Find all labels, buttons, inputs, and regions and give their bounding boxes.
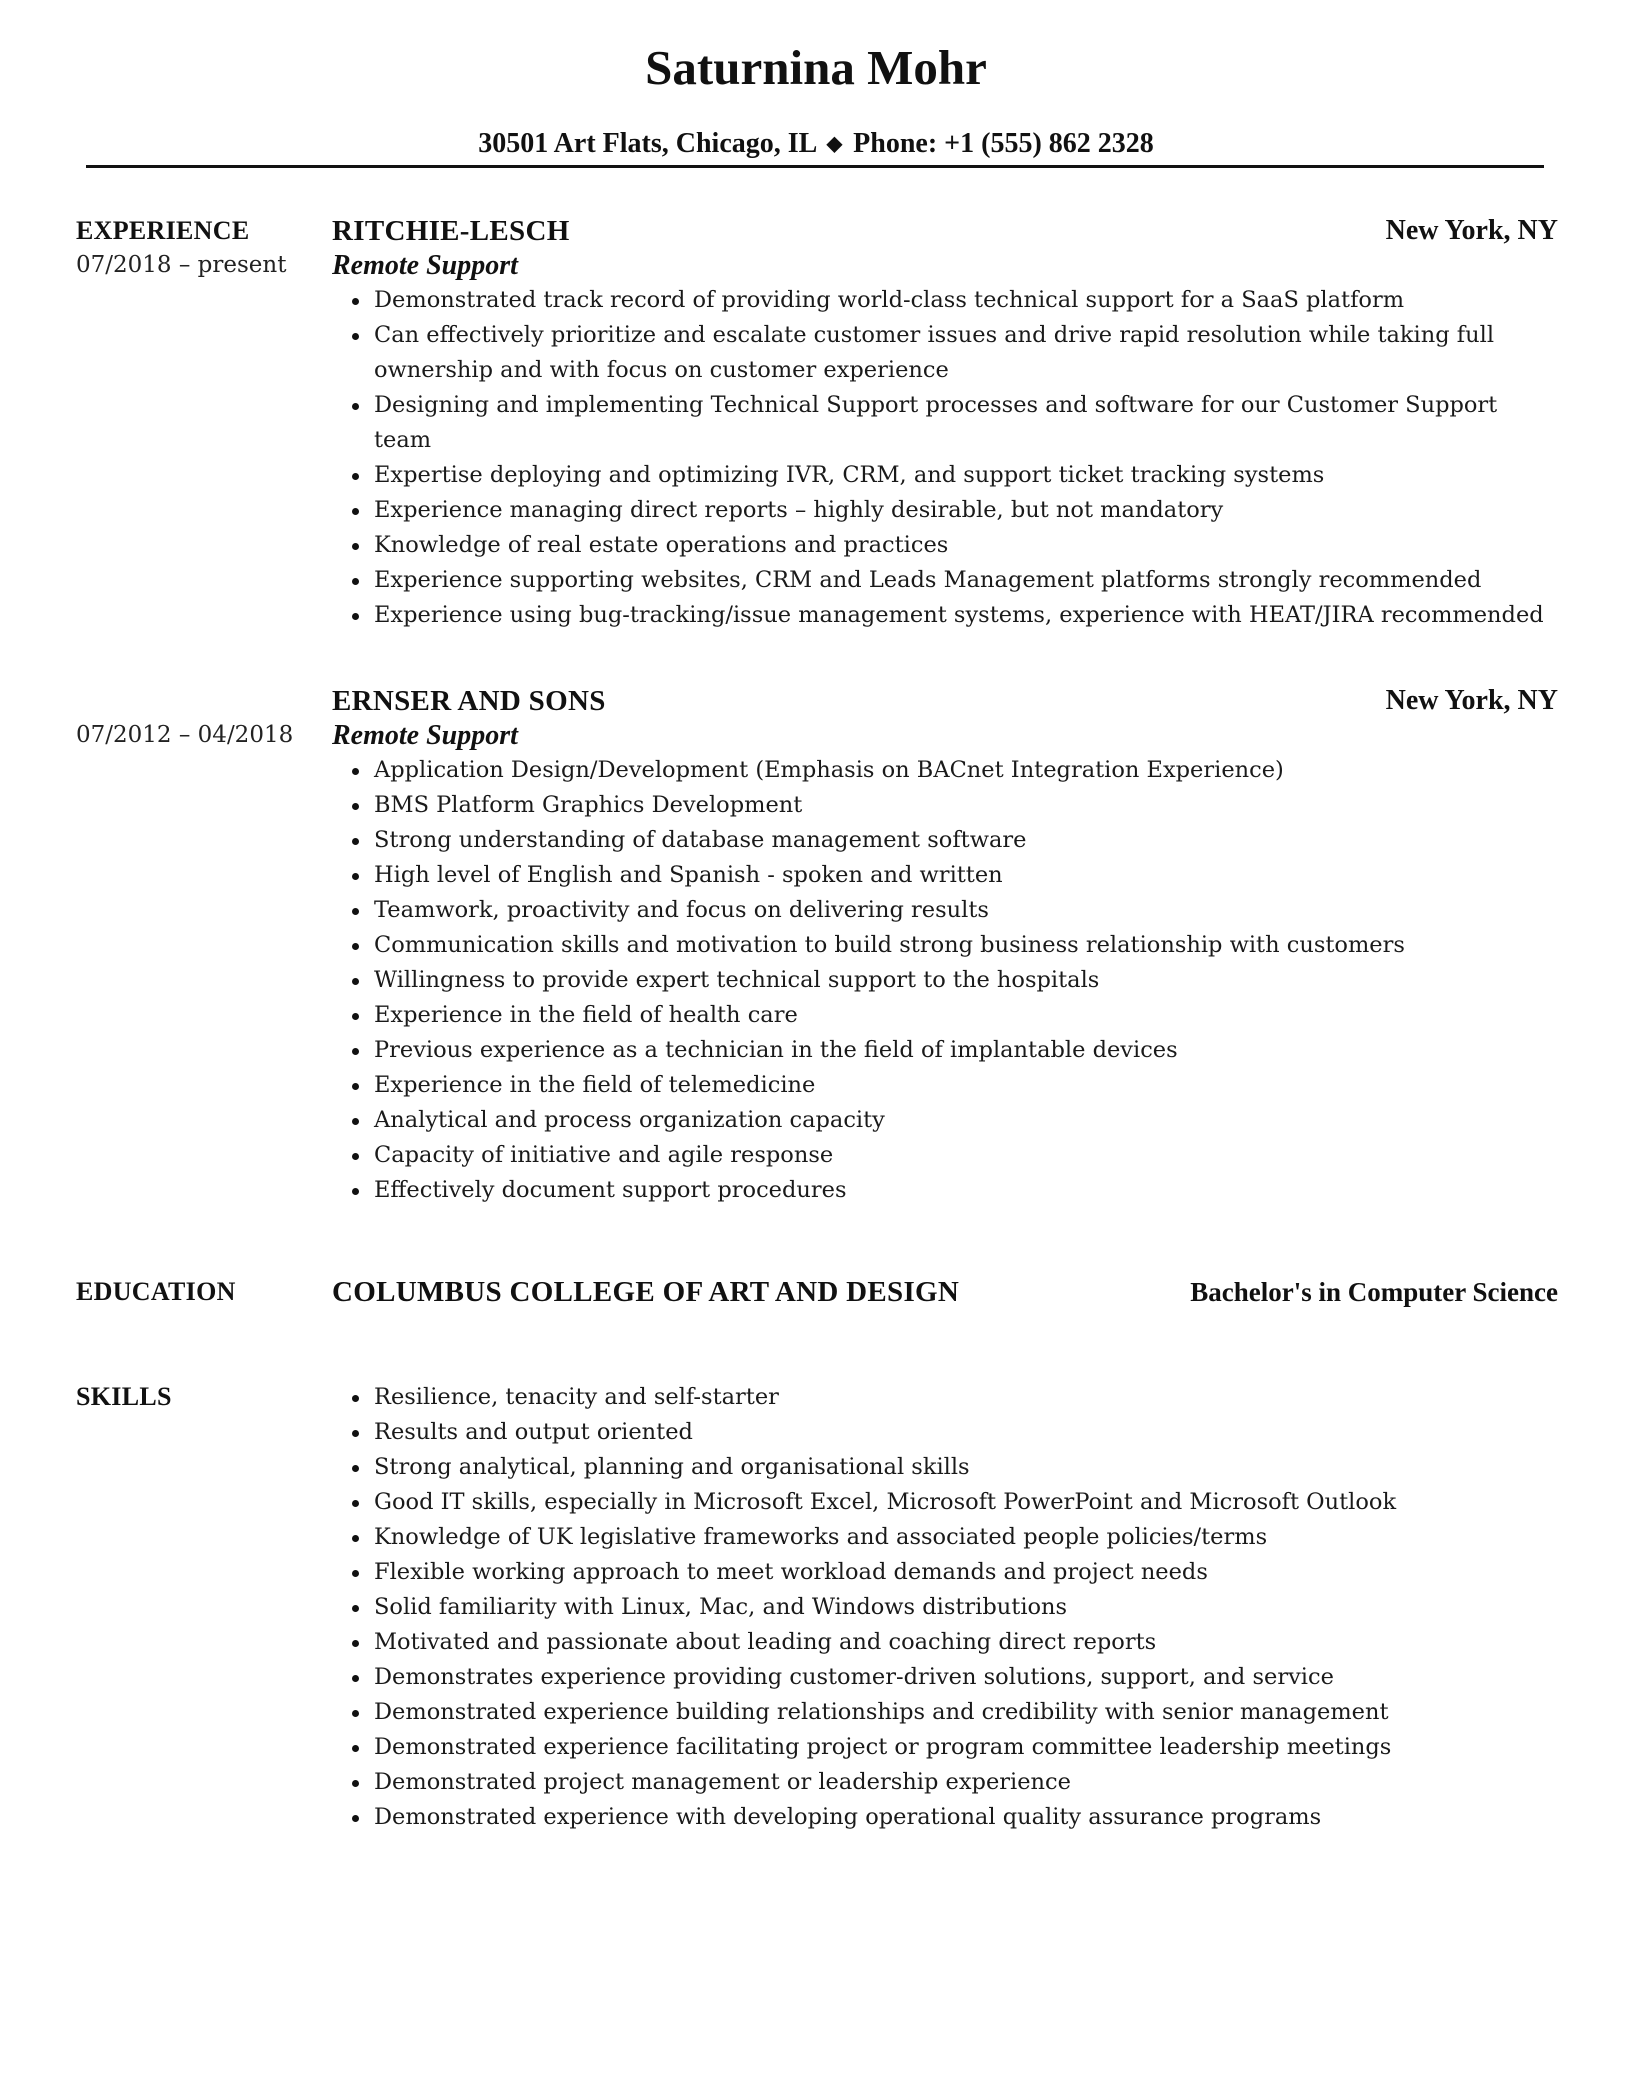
skill-item: Demonstrates experience providing customer-driven solutions, support, and service [332, 1660, 1558, 1695]
bullet-item: Analytical and process organization capacity [332, 1103, 1558, 1138]
skill-item: Demonstrated project management or leadership experience [332, 1765, 1558, 1800]
bullet-item: BMS Platform Graphics Development [332, 788, 1558, 823]
school-name: COLUMBUS COLLEGE OF ART AND DESIGN [332, 1276, 960, 1308]
education-header [332, 1274, 1558, 1310]
job-bullets [332, 283, 1558, 633]
job-header [332, 213, 1558, 249]
bullet-item: Teamwork, proactivity and focus on delivering results [332, 893, 1558, 928]
skills-heading: SKILLS [76, 1382, 172, 1411]
job-role: Remote Support [332, 720, 518, 751]
bullet-item: Application Design/Development (Emphasis on BACnet Integration Experience) [332, 753, 1558, 788]
bullet-item: Experience using bug-tracking/issue management systems, experience with HEAT/JIRA recommended [332, 598, 1558, 633]
skill-item: Solid familiarity with Linux, Mac, and Windows distributions [332, 1590, 1558, 1625]
bullet-item: Capacity of initiative and agile response [332, 1138, 1558, 1173]
bullet-item: Knowledge of real estate operations and practices [332, 528, 1558, 563]
header-divider [86, 165, 1544, 168]
bullet-item: Previous experience as a technician in the field of implantable devices [332, 1033, 1558, 1068]
education-heading: EDUCATION [76, 1277, 236, 1306]
diamond-separator-icon: ◆ [826, 133, 843, 155]
degree: Bachelor's in Computer Science [1190, 1277, 1558, 1307]
job-dates: 07/2018 – present [76, 252, 287, 278]
bullet-item: Experience in the field of health care [332, 998, 1558, 1033]
job-entry [332, 683, 1558, 1208]
bullet-item: High level of English and Spanish - spoken and written [332, 858, 1558, 893]
skill-item: Strong analytical, planning and organisational skills [332, 1450, 1558, 1485]
contact-line [0, 126, 1632, 162]
skills-entry [332, 1380, 1558, 1835]
bullet-item: Communication skills and motivation to build strong business relationship with customers [332, 928, 1558, 963]
job-location: New York, NY [1385, 685, 1558, 716]
bullet-item: Experience managing direct reports – highly desirable, but not mandatory [332, 493, 1558, 528]
job-dates: 07/2012 – 04/2018 [76, 722, 294, 748]
job-entry [332, 213, 1558, 633]
job-bullets [332, 753, 1558, 1208]
skill-item: Motivated and passionate about leading and coaching direct reports [332, 1625, 1558, 1660]
education-entry [332, 1274, 1558, 1310]
bullet-item: Experience in the field of telemedicine [332, 1068, 1558, 1103]
skill-item: Knowledge of UK legislative frameworks and associated people policies/terms [332, 1520, 1558, 1555]
bullet-item: Designing and implementing Technical Support processes and software for our Customer Support team [332, 388, 1558, 458]
phone: Phone: +1 (555) 862 2328 [853, 128, 1154, 159]
bullet-item: Can effectively prioritize and escalate customer issues and drive rapid resolution while taking full ownership and with focus on customer experience [332, 318, 1558, 388]
bullet-item: Experience supporting websites, CRM and Leads Management platforms strongly recommended [332, 563, 1558, 598]
company-name: RITCHIE-LESCH [332, 215, 570, 247]
bullet-item: Willingness to provide expert technical support to the hospitals [332, 963, 1558, 998]
skills-list [332, 1380, 1558, 1835]
address: 30501 Art Flats, Chicago, IL [478, 128, 816, 159]
skill-item: Demonstrated experience building relationships and credibility with senior management [332, 1695, 1558, 1730]
skill-item: Demonstrated experience facilitating project or program committee leadership meetings [332, 1730, 1558, 1765]
company-name: ERNSER AND SONS [332, 685, 606, 717]
candidate-name: Saturnina Mohr [645, 40, 987, 95]
experience-heading: EXPERIENCE [76, 216, 250, 245]
bullet-item: Demonstrated track record of providing world-class technical support for a SaaS platform [332, 283, 1558, 318]
skill-item: Flexible working approach to meet workload demands and project needs [332, 1555, 1558, 1590]
skill-item: Results and output oriented [332, 1415, 1558, 1450]
job-role: Remote Support [332, 250, 518, 281]
skill-item: Resilience, tenacity and self-starter [332, 1380, 1558, 1415]
bullet-item: Strong understanding of database management software [332, 823, 1558, 858]
skill-item: Good IT skills, especially in Microsoft Excel, Microsoft PowerPoint and Microsoft Outlook [332, 1485, 1558, 1520]
skill-item: Demonstrated experience with developing operational quality assurance programs [332, 1800, 1558, 1835]
job-location: New York, NY [1385, 215, 1558, 246]
bullet-item: Effectively document support procedures [332, 1173, 1558, 1208]
bullet-item: Expertise deploying and optimizing IVR, CRM, and support ticket tracking systems [332, 458, 1558, 493]
job-header [332, 683, 1558, 719]
